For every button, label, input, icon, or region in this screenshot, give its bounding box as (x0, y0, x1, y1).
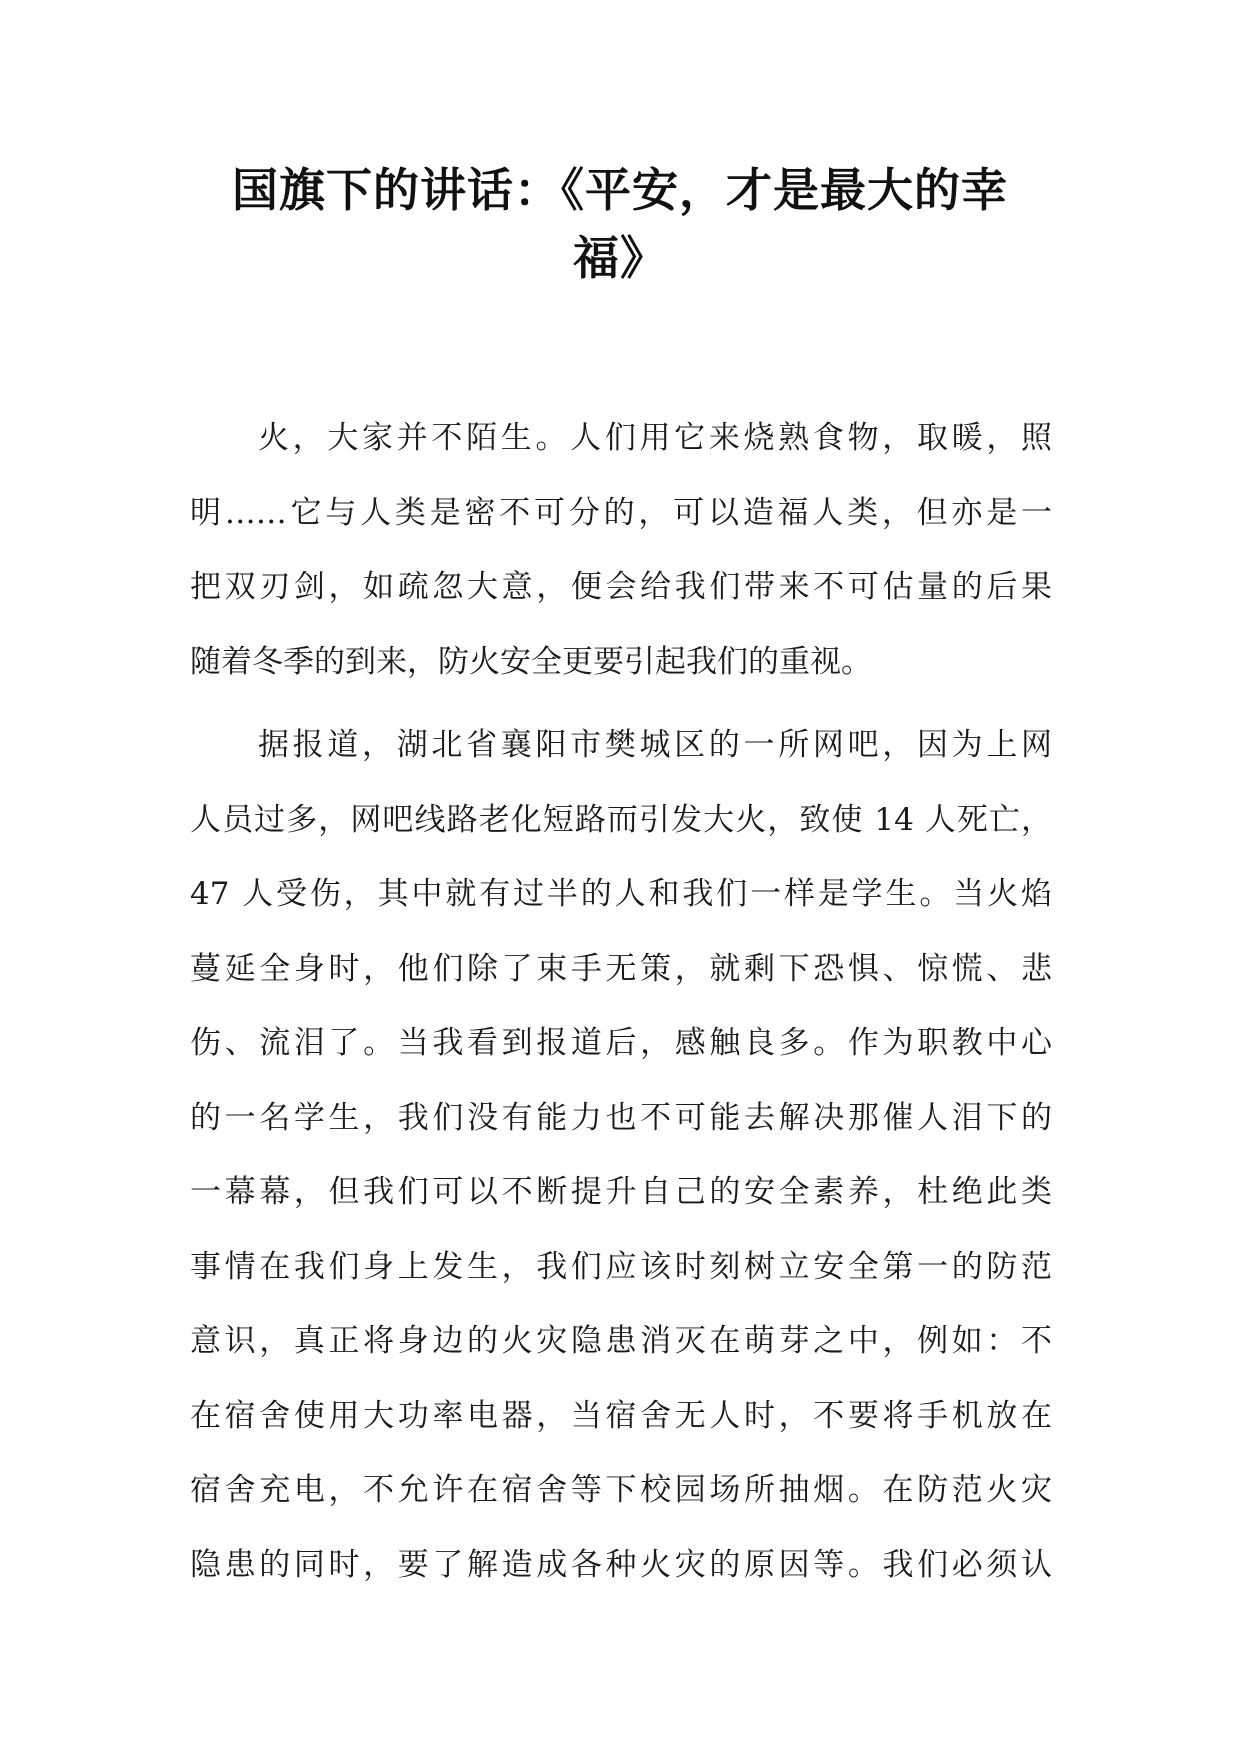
paragraph-2 (190, 719, 1052, 1613)
text-line: 人员过多，网吧线路老化短路而引发大火，致使 14 人死亡， (190, 801, 1052, 838)
text-line: 蔓延全身时，他们除了束手无策，就剩下恐惧、惊慌、悲 (190, 950, 1052, 987)
text-line: 伤、流泪了。当我看到报道后，感触良多。作为职教中心 (190, 1025, 1052, 1061)
text-line: 宿舍充电，不允许在宿舍等下校园场所抽烟。在防范火灾 (190, 1472, 1052, 1508)
text-line: 把双刃剑，如疏忽大意，便会给我们带来不可估量的后果 (190, 569, 1052, 605)
text-line: 的一名学生，我们没有能力也不可能去解决那催人泪下的 (190, 1099, 1052, 1136)
text-line: 明……它与人类是密不可分的，可以造福人类，但亦是一 (190, 494, 1052, 531)
title-line: 福》 (573, 231, 667, 285)
text-line: 一幕幕，但我们可以不断提升自己的安全素养，杜绝此类 (190, 1174, 1052, 1210)
text-line: 据报道，湖北省襄阳市樊城区的一所网吧，因为上网 (258, 727, 1052, 763)
title-line: 国旗下的讲话：《平安，才是最大的幸 (232, 163, 1008, 217)
text-line: 事情在我们身上发生，我们应该时刻树立安全第一的防范 (190, 1248, 1052, 1285)
text-line: 火，大家并不陌生。人们用它来烧熟食物，取暖，照 (258, 420, 1052, 456)
text-line: 意识，真正将身边的火灾隐患消灭在萌芽之中，例如：不 (190, 1323, 1052, 1359)
text-line: 47 人受伤，其中就有过半的人和我们一样是学生。当火焰 (190, 876, 1052, 912)
text-line: 在宿舍使用大功率电器，当宿舍无人时，不要将手机放在 (190, 1397, 1052, 1434)
text-line: 隐患的同时，要了解造成各种火灾的原因等。我们必须认 (190, 1546, 1052, 1583)
text-line: 随着冬季的到来，防火安全更要引起我们的重视。 (190, 643, 872, 680)
paragraph-1 (190, 412, 1052, 710)
document-body (190, 412, 1052, 1622)
document-title (190, 156, 1050, 292)
